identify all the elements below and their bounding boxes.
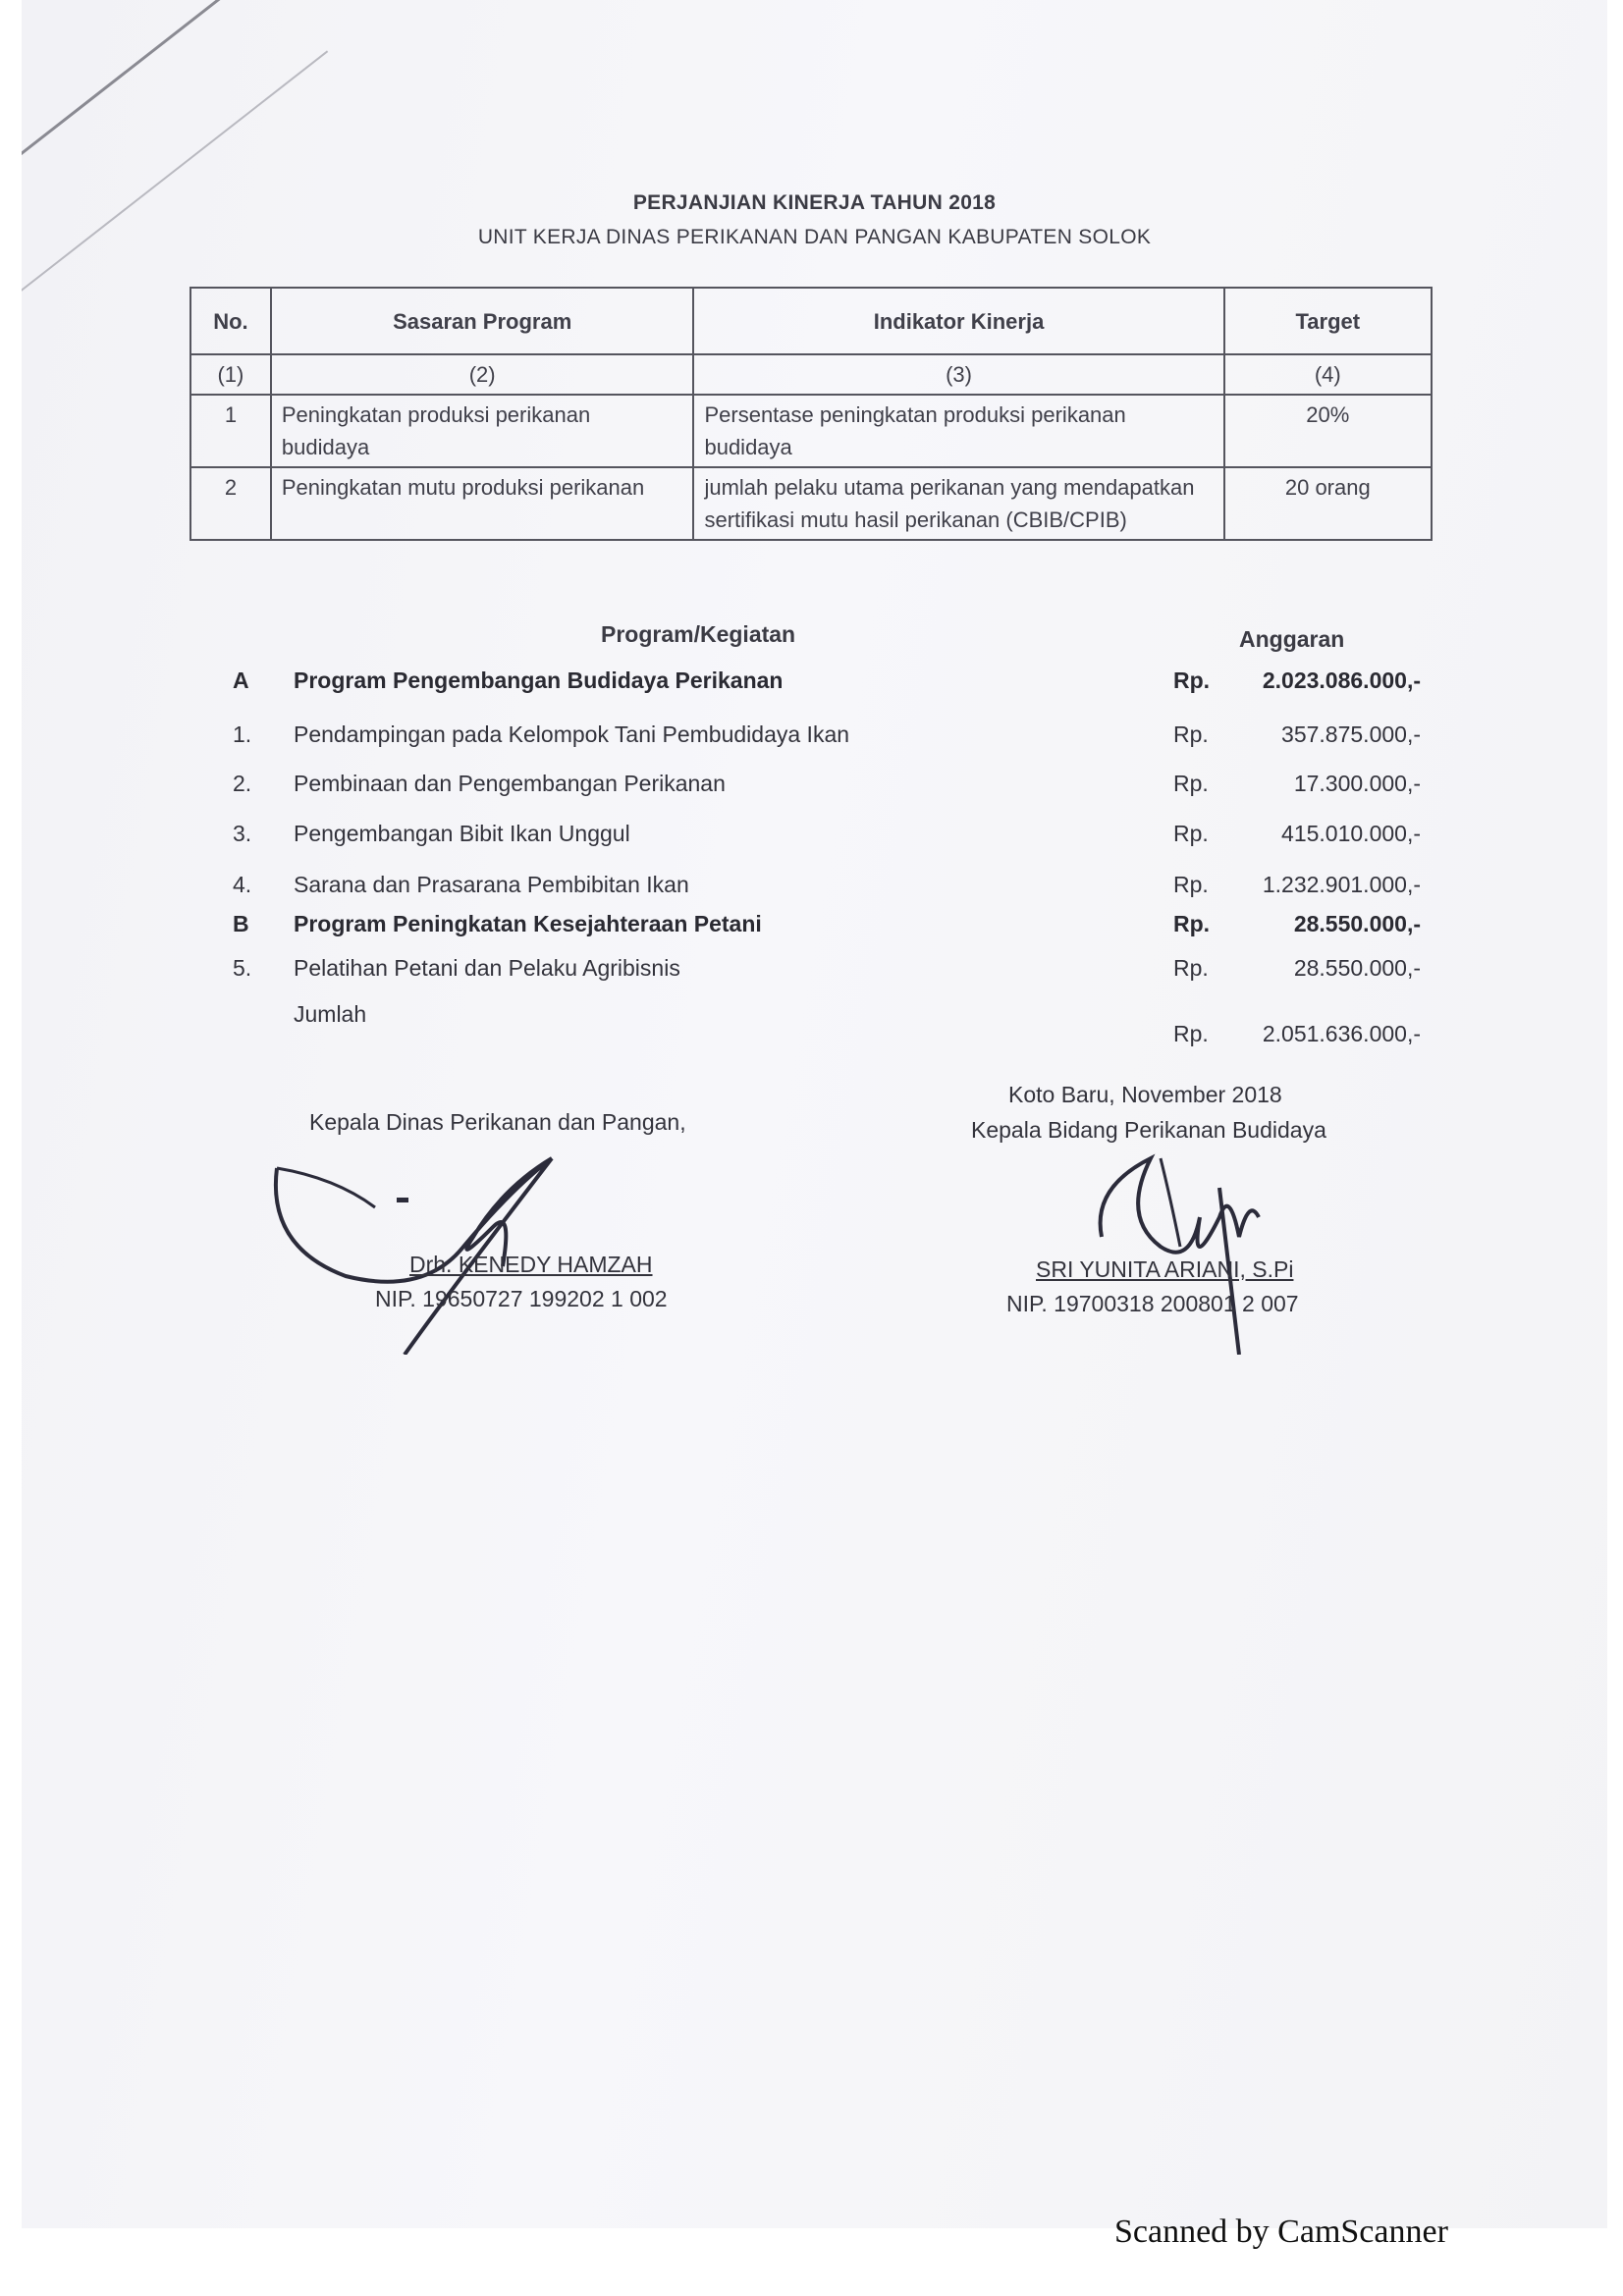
document-title: PERJANJIAN KINERJA TAHUN 2018 bbox=[632, 191, 997, 214]
activity-amount: 17.300.000,- bbox=[1293, 771, 1421, 796]
total-label: Jumlah bbox=[294, 1001, 367, 1027]
right-place-date: Koto Baru, November 2018 bbox=[1008, 1082, 1282, 1107]
currency: Rp. bbox=[1173, 821, 1209, 846]
program-label: A bbox=[233, 667, 249, 693]
program-heading: Program/Kegiatan bbox=[601, 621, 796, 647]
activity-row bbox=[233, 955, 1421, 988]
activity-amount: 415.010.000,- bbox=[1281, 821, 1421, 846]
scanned-page bbox=[22, 0, 1607, 2228]
row-indikator: jumlah pelaku utama perikanan yang mendapatkan sertifikasi mutu hasil perikanan (CBIB/CPIB) bbox=[693, 467, 1223, 540]
row-no: 2 bbox=[190, 467, 271, 540]
header-target: Target bbox=[1224, 288, 1432, 354]
right-signer-position: Kepala Bidang Perikanan Budidaya bbox=[971, 1117, 1326, 1143]
activity-label: 3. bbox=[233, 821, 252, 846]
budget-heading: Anggaran bbox=[1239, 626, 1345, 652]
right-signer-nip: NIP. 19700318 200801 2 007 bbox=[1006, 1291, 1299, 1316]
activity-text: Pendampingan pada Kelompok Tani Pembudidaya Ikan bbox=[294, 721, 850, 747]
table-header-row bbox=[190, 288, 1432, 354]
currency: Rp. bbox=[1173, 771, 1209, 796]
activity-text: Pelatihan Petani dan Pelaku Agribisnis bbox=[294, 955, 680, 981]
program-text: Program Pengembangan Budidaya Perikanan bbox=[294, 667, 784, 693]
program-row bbox=[233, 667, 1421, 701]
performance-table bbox=[189, 287, 1433, 541]
header-sasaran: Sasaran Program bbox=[271, 288, 694, 354]
activity-text: Pembinaan dan Pengembangan Perikanan bbox=[294, 771, 726, 796]
row-target: 20% bbox=[1224, 395, 1432, 467]
currency: Rp. bbox=[1173, 1021, 1209, 1046]
col-number: (1) bbox=[190, 354, 271, 395]
activity-row bbox=[233, 821, 1421, 854]
col-number: (4) bbox=[1224, 354, 1432, 395]
activity-text: Pengembangan Bibit Ikan Unggul bbox=[294, 821, 630, 846]
activity-row bbox=[233, 721, 1421, 755]
left-signer-nip: NIP. 19650727 199202 1 002 bbox=[375, 1286, 668, 1311]
total-amount-row bbox=[233, 1021, 1421, 1054]
total-amount: 2.051.636.000,- bbox=[1262, 1021, 1421, 1046]
activity-amount: 28.550.000,- bbox=[1293, 955, 1421, 981]
activity-label: 4. bbox=[233, 872, 252, 897]
scan-edge-line-faint bbox=[22, 50, 328, 305]
column-number-row bbox=[190, 354, 1432, 395]
activity-amount: 1.232.901.000,- bbox=[1262, 872, 1421, 897]
currency: Rp. bbox=[1173, 667, 1211, 693]
left-signer-position: Kepala Dinas Perikanan dan Pangan, bbox=[309, 1109, 686, 1135]
currency: Rp. bbox=[1173, 721, 1209, 747]
program-amount: 2.023.086.000,- bbox=[1262, 667, 1421, 693]
activity-amount: 357.875.000,- bbox=[1281, 721, 1421, 747]
right-signer-name: SRI YUNITA ARIANI, S.Pi bbox=[1036, 1256, 1294, 1282]
table-row bbox=[190, 395, 1432, 467]
header-no: No. bbox=[190, 288, 271, 354]
table-row bbox=[190, 467, 1432, 540]
currency: Rp. bbox=[1173, 955, 1209, 981]
program-amount: 28.550.000,- bbox=[1293, 911, 1421, 936]
program-row bbox=[233, 911, 1421, 944]
activity-row bbox=[233, 872, 1421, 905]
scan-edge-line bbox=[22, 0, 337, 169]
activity-row bbox=[233, 771, 1421, 804]
program-label: B bbox=[233, 911, 249, 936]
activity-label: 1. bbox=[233, 721, 252, 747]
row-sasaran: Peningkatan produksi perikanan budidaya bbox=[271, 395, 694, 467]
right-signature-drawing bbox=[1062, 1129, 1288, 1355]
currency: Rp. bbox=[1173, 911, 1211, 936]
left-signer-name: Drh. KENEDY HAMZAH bbox=[409, 1252, 653, 1277]
row-sasaran: Peningkatan mutu produksi perikanan bbox=[271, 467, 694, 540]
activity-label: 5. bbox=[233, 955, 252, 981]
col-number: (3) bbox=[693, 354, 1223, 395]
program-text: Program Peningkatan Kesejahteraan Petani bbox=[294, 911, 762, 936]
currency: Rp. bbox=[1173, 872, 1209, 897]
row-target: 20 orang bbox=[1224, 467, 1432, 540]
col-number: (2) bbox=[271, 354, 694, 395]
scanner-watermark: Scanned by CamScanner bbox=[1114, 2214, 1448, 2250]
row-no: 1 bbox=[190, 395, 271, 467]
document-subtitle: UNIT KERJA DINAS PERIKANAN DAN PANGAN KABUPATEN SOLOK bbox=[477, 226, 1152, 248]
left-signature-drawing bbox=[257, 1129, 611, 1355]
header-indikator: Indikator Kinerja bbox=[693, 288, 1223, 354]
row-indikator: Persentase peningkatan produksi perikanan budidaya bbox=[693, 395, 1223, 467]
activity-label: 2. bbox=[233, 771, 252, 796]
activity-text: Sarana dan Prasarana Pembibitan Ikan bbox=[294, 872, 689, 897]
